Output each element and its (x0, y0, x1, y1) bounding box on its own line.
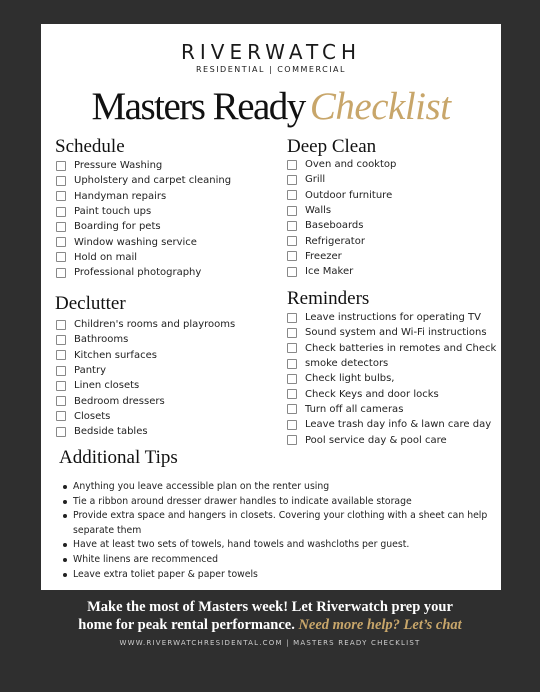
checklist-item[interactable] (287, 233, 396, 248)
checkbox[interactable] (287, 328, 297, 338)
checklist-item-label: Leave trash day info & lawn care day (305, 419, 492, 431)
footer-promo-line2 (0, 616, 540, 634)
checklist-item[interactable] (287, 264, 396, 279)
checkbox[interactable] (287, 374, 297, 384)
checkbox[interactable] (287, 435, 297, 445)
checklist-item[interactable] (56, 317, 235, 332)
section-title-declutter: Declutter (55, 293, 126, 314)
checkbox[interactable] (56, 366, 66, 376)
checklist-item-label: Bedroom dressers (74, 395, 165, 407)
checklist-item-label: Bedside tables (74, 426, 148, 438)
page-title (41, 84, 501, 129)
checklist-item-label: Pool service day & pool care (305, 434, 447, 446)
checklist-item-label: Turn off all cameras (305, 403, 404, 415)
checkbox[interactable] (56, 268, 66, 278)
checkbox[interactable] (287, 389, 297, 399)
checklist-item[interactable] (287, 172, 396, 187)
checkbox[interactable] (56, 252, 66, 262)
checklist-item-label: Boarding for pets (74, 221, 161, 233)
checklist-item[interactable] (56, 265, 231, 280)
checklist-item-label: Linen closets (74, 380, 140, 392)
brand-logo: RIVERWATCH (180, 40, 362, 64)
tip-item: Leave extra toliet paper & paper towels (61, 568, 491, 583)
checkbox[interactable] (287, 267, 297, 277)
footer-promo-line2-text: home for peak rental performance. (78, 617, 295, 633)
checklist-item[interactable] (56, 393, 235, 408)
checklist-item[interactable] (287, 157, 396, 172)
checklist-item[interactable] (287, 341, 496, 356)
checklist-item-label: Check batteries in remotes and Check (305, 342, 497, 354)
checklist-item[interactable] (56, 158, 231, 173)
checklist-item[interactable] (287, 386, 496, 401)
checklist-item[interactable] (287, 371, 496, 386)
checklist-item[interactable] (287, 432, 496, 447)
checklist-item-label: Check Keys and door locks (305, 388, 439, 400)
checkbox[interactable] (56, 320, 66, 330)
tip-item: Have at least two sets of towels, hand towels and washcloths per guest. (61, 538, 491, 553)
checkbox[interactable] (56, 207, 66, 217)
checklist-item[interactable] (56, 363, 235, 378)
tip-item: Provide extra space and hangers in closets. Covering your clothing with a sheet can help separate them (61, 509, 491, 538)
checklist-item[interactable] (287, 402, 496, 417)
checklist-item-label: Sound system and Wi-Fi instructions (305, 327, 487, 339)
checklist-item[interactable] (287, 417, 496, 432)
checklist-item-label: Pantry (74, 365, 106, 377)
checkbox[interactable] (287, 175, 297, 185)
checklist-item[interactable] (287, 188, 396, 203)
checklist-item-label: Window washing service (74, 236, 197, 248)
checkbox[interactable] (287, 190, 297, 200)
checklist-item[interactable] (56, 250, 231, 265)
checklist-item[interactable] (287, 218, 396, 233)
checkbox[interactable] (287, 221, 297, 231)
checklist-item-label: Freezer (305, 250, 342, 262)
checklist-item-label: Closets (74, 410, 111, 422)
checkbox[interactable] (56, 222, 66, 232)
brand-subtitle: RESIDENTIAL | COMMERCIAL (196, 65, 346, 74)
checklist-item-label: Hold on mail (74, 251, 138, 263)
checklist-item-label: smoke detectors (305, 358, 389, 370)
checklist-item-label: Handyman repairs (74, 190, 167, 202)
section-title-deep-clean: Deep Clean (287, 136, 377, 157)
checklist-item[interactable] (287, 310, 496, 325)
checkbox[interactable] (56, 176, 66, 186)
checklist-item-label: Oven and cooktop (305, 159, 397, 171)
checklist-item-label: Professional photography (74, 267, 202, 279)
checklist-item[interactable] (56, 424, 235, 439)
checklist-item-label: Leave instructions for operating TV (305, 312, 481, 324)
checklist-item-label: Check light bulbs, (305, 373, 395, 385)
checklist-item-label: Paint touch ups (74, 206, 152, 218)
checklist-item[interactable] (287, 356, 496, 371)
checkbox[interactable] (56, 396, 66, 406)
checklist-item-label: Refrigerator (305, 235, 365, 247)
tip-item: White linens are recommenced (61, 553, 491, 568)
checklist-item[interactable] (56, 173, 231, 188)
footer-chat-link[interactable]: Need more help? Let’s chat (298, 617, 462, 633)
checklist-item[interactable] (287, 249, 396, 264)
checklist-item[interactable] (56, 219, 231, 234)
checklist-item-label: Kitchen surfaces (74, 349, 157, 361)
declutter-list (56, 317, 235, 439)
section-title-tips: Additional Tips (59, 447, 178, 468)
checklist-item[interactable] (56, 409, 235, 424)
checkbox[interactable] (56, 381, 66, 391)
checkbox[interactable] (56, 411, 66, 421)
checkbox[interactable] (56, 161, 66, 171)
schedule-list (56, 158, 231, 280)
checklist-item-label: Upholstery and carpet cleaning (74, 175, 232, 187)
footer-promo-line1: Make the most of Masters week! Let Riverwatch prep your (87, 599, 453, 615)
checklist-item-label: Bathrooms (74, 334, 129, 346)
checklist-item-label: Walls (305, 205, 332, 217)
checklist-item[interactable] (287, 325, 496, 340)
checklist-item[interactable] (56, 234, 231, 249)
checkbox[interactable] (56, 191, 66, 201)
deep-clean-list (287, 157, 396, 279)
section-title-schedule: Schedule (55, 136, 125, 157)
footer-website: WWW.RIVERWATCHRESIDENTAL.COM | MASTERS READY CHECKLIST (119, 639, 421, 647)
checkbox[interactable] (56, 350, 66, 360)
checklist-item[interactable] (56, 332, 235, 347)
tips-list (61, 480, 491, 582)
title-accent: Checklist (309, 85, 451, 128)
title-main: Masters Ready (91, 85, 305, 128)
checklist-item[interactable] (56, 348, 235, 363)
checkbox[interactable] (56, 335, 66, 345)
checkbox[interactable] (287, 206, 297, 216)
tip-item: Tie a ribbon around dresser drawer handles to indicate available storage (61, 495, 491, 510)
checklist-item[interactable] (56, 378, 235, 393)
checkbox[interactable] (287, 251, 297, 261)
checklist-item[interactable] (56, 204, 231, 219)
checkbox[interactable] (287, 160, 297, 170)
checklist-item-label: Baseboards (305, 220, 364, 232)
checklist-item-label: Grill (305, 174, 326, 186)
checklist-item-label: Pressure Washing (74, 160, 163, 172)
checklist-item-label: Outdoor furniture (305, 189, 393, 201)
checkbox[interactable] (287, 236, 297, 246)
checkbox[interactable] (287, 359, 297, 369)
checkbox[interactable] (56, 237, 66, 247)
checklist-item-label: Ice Maker (305, 266, 354, 278)
checkbox[interactable] (287, 420, 297, 430)
tip-item: Anything you leave accessible plan on the renter using (61, 480, 491, 495)
section-title-reminders: Reminders (287, 288, 370, 309)
checklist-sheet (41, 24, 501, 590)
checklist-item-label: Children's rooms and playrooms (74, 319, 236, 331)
checkbox[interactable] (287, 313, 297, 323)
checkbox[interactable] (56, 427, 66, 437)
checklist-item[interactable] (287, 203, 396, 218)
checkbox[interactable] (287, 404, 297, 414)
checkbox[interactable] (287, 343, 297, 353)
checklist-item[interactable] (56, 189, 231, 204)
reminders-list (287, 310, 496, 448)
